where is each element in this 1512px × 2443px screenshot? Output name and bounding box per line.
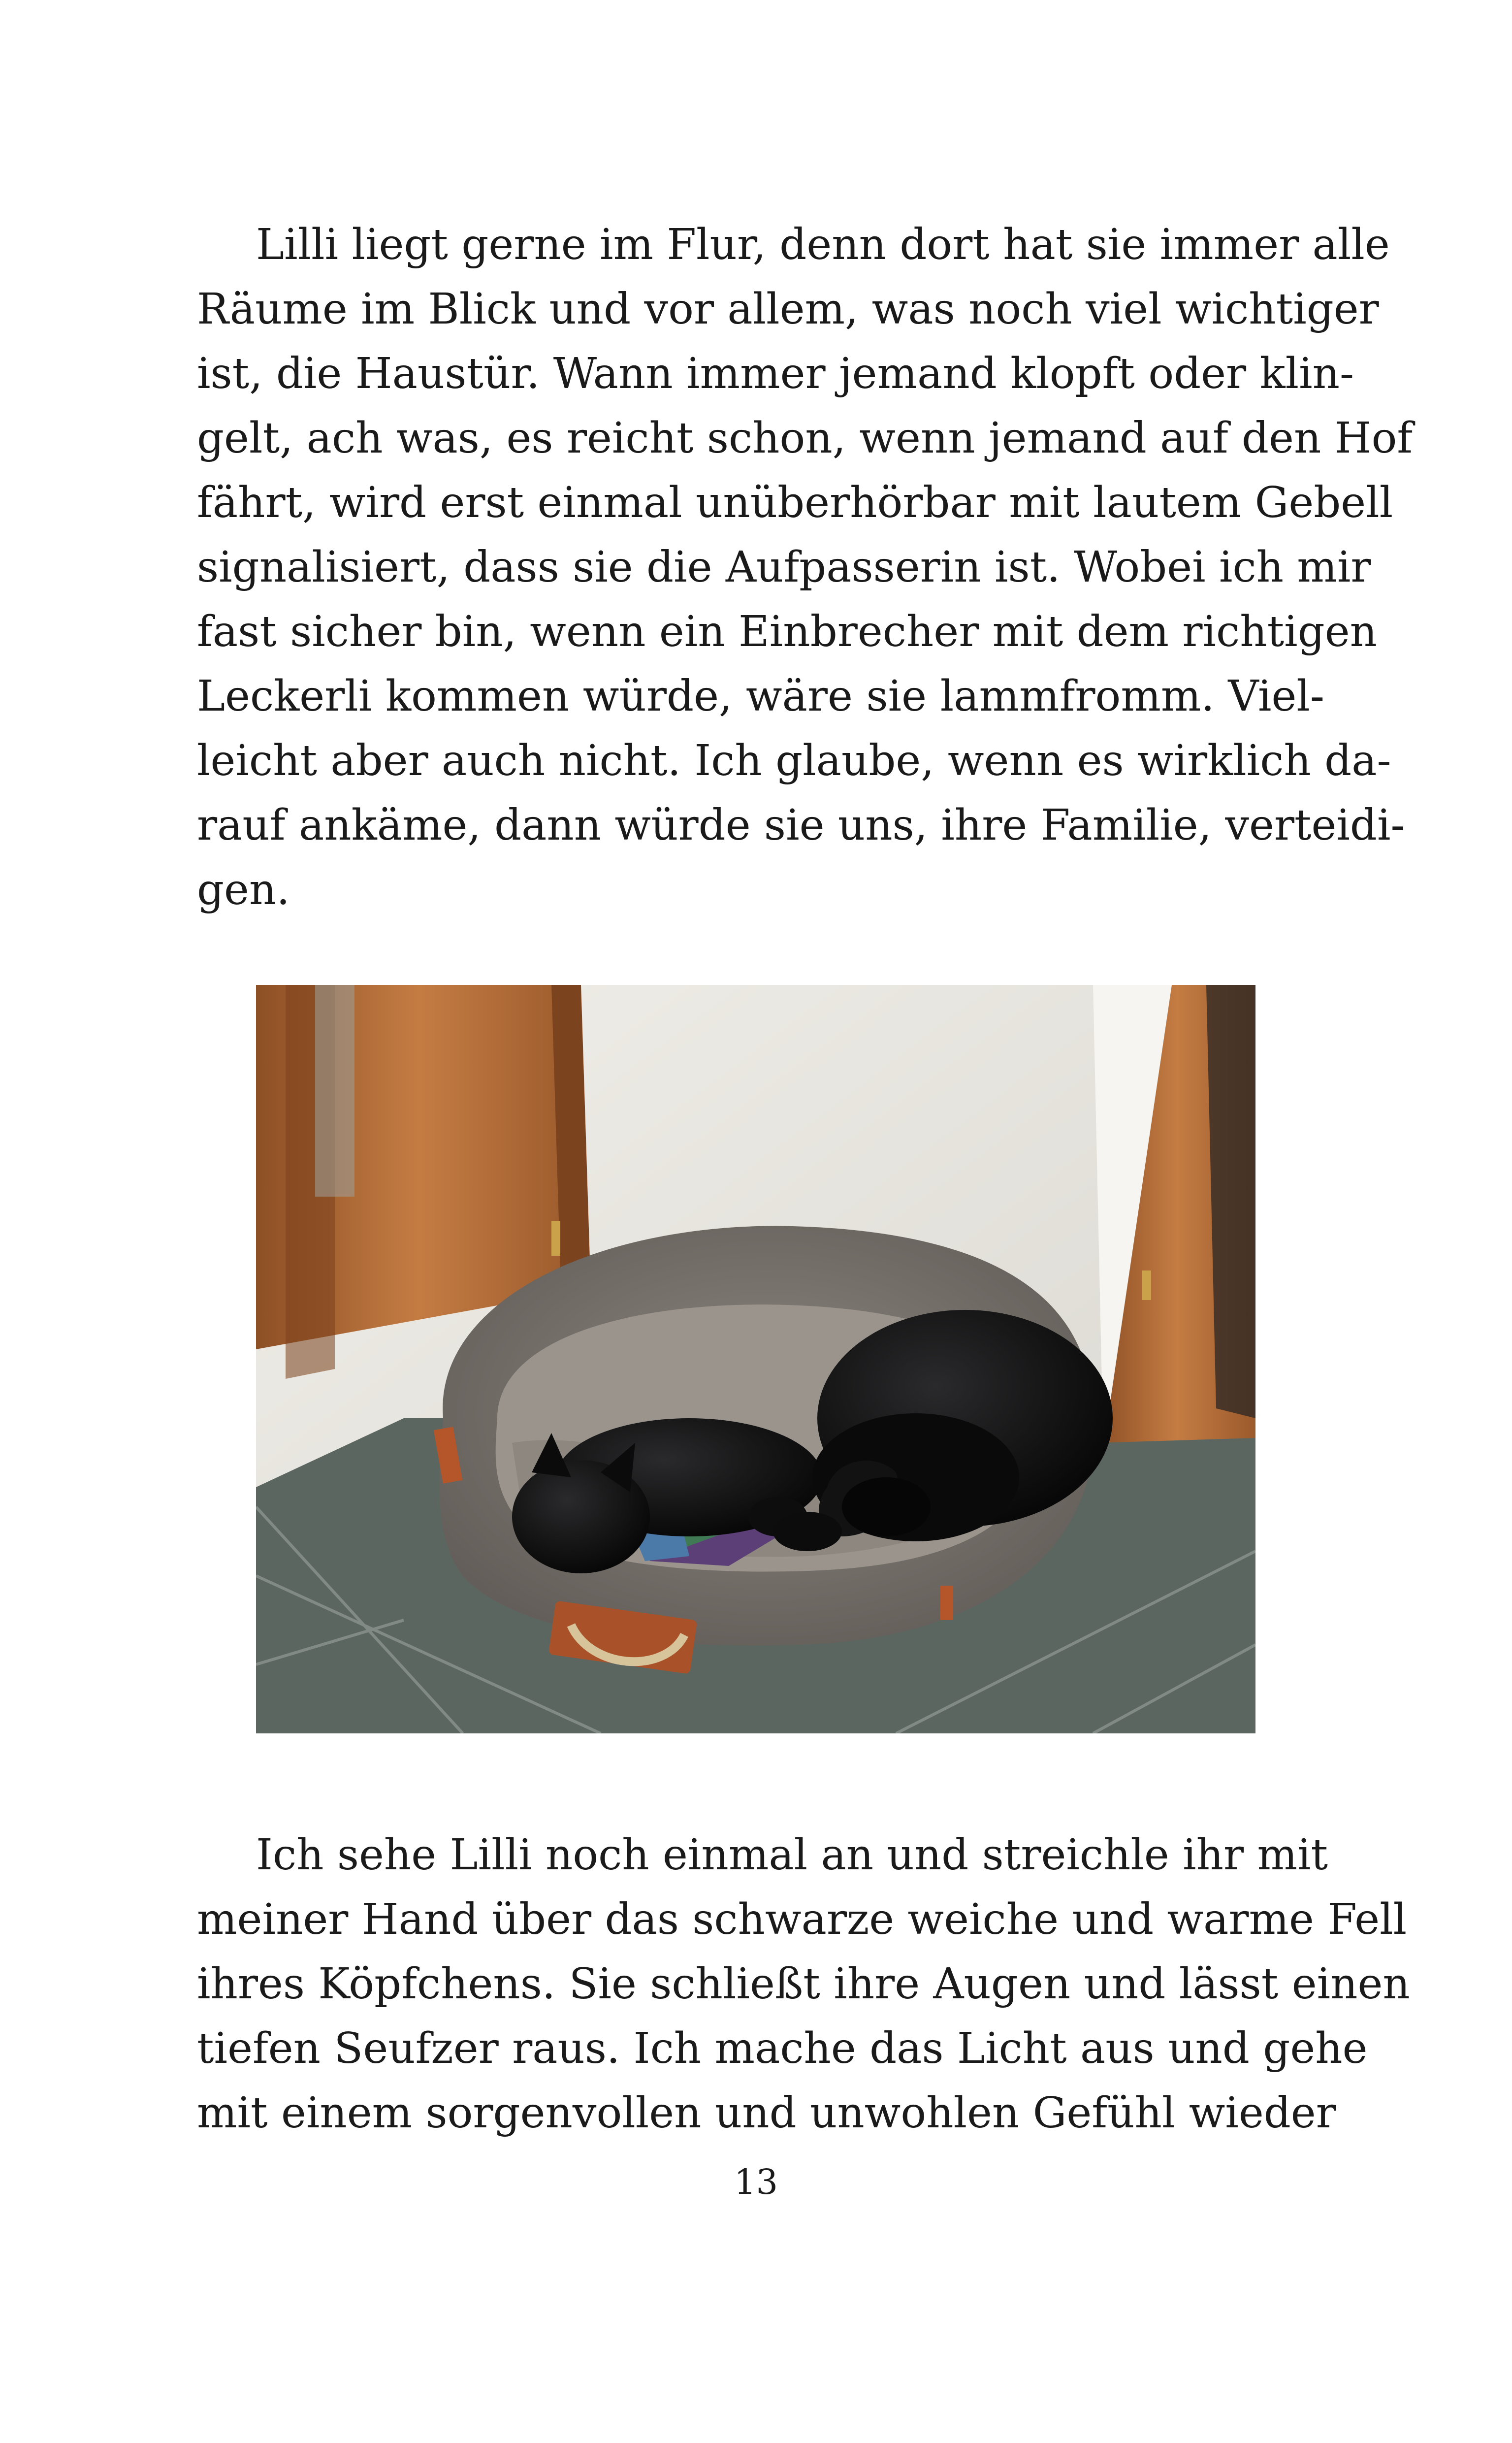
paragraph-2 — [197, 1823, 1410, 2146]
dog-and-cat-photo — [256, 985, 1255, 1733]
text-line: mit einem sorgenvollen und unwohlen Gefühl wieder — [197, 2088, 1336, 2138]
text-line: ihres Köpfchens. Sie schließt ihre Augen und lässt einen — [197, 1959, 1410, 2009]
text-line: Ich sehe Lilli noch einmal an und streichle ihr mit — [256, 1830, 1328, 1880]
text-line: ist, die Haustür. Wann immer jemand klopft oder klin- — [197, 349, 1354, 398]
text-line: gelt, ach was, es reicht schon, wenn jemand auf den Hof — [197, 414, 1413, 463]
paragraph-1 — [197, 213, 1413, 922]
text-line: Lilli liegt gerne im Flur, denn dort hat sie immer alle — [256, 220, 1390, 269]
text-line: rauf ankäme, dann würde sie uns, ihre Familie, verteidi- — [197, 801, 1405, 850]
text-line: Leckerli kommen würde, wäre sie lammfromm. Viel- — [197, 672, 1324, 721]
text-line: fährt, wird erst einmal unüberhörbar mit lautem Gebell — [197, 478, 1393, 527]
text-line: signalisiert, dass sie die Aufpasserin ist. Wobei ich mir — [197, 543, 1371, 592]
text-line: fast sicher bin, wenn ein Einbrecher mit dem richtigen — [197, 607, 1377, 656]
text-line: meiner Hand über das schwarze weiche und warme Fell — [197, 1895, 1407, 1944]
text-line: Räume im Blick und vor allem, was noch viel wichtiger — [197, 285, 1379, 334]
text-line: tiefen Seufzer raus. Ich mache das Licht aus und gehe — [197, 2024, 1368, 2073]
text-line: gen. — [197, 865, 290, 914]
text-line: leicht aber auch nicht. Ich glaube, wenn es wirklich da- — [197, 736, 1391, 785]
page-number: 13 — [734, 2162, 778, 2202]
